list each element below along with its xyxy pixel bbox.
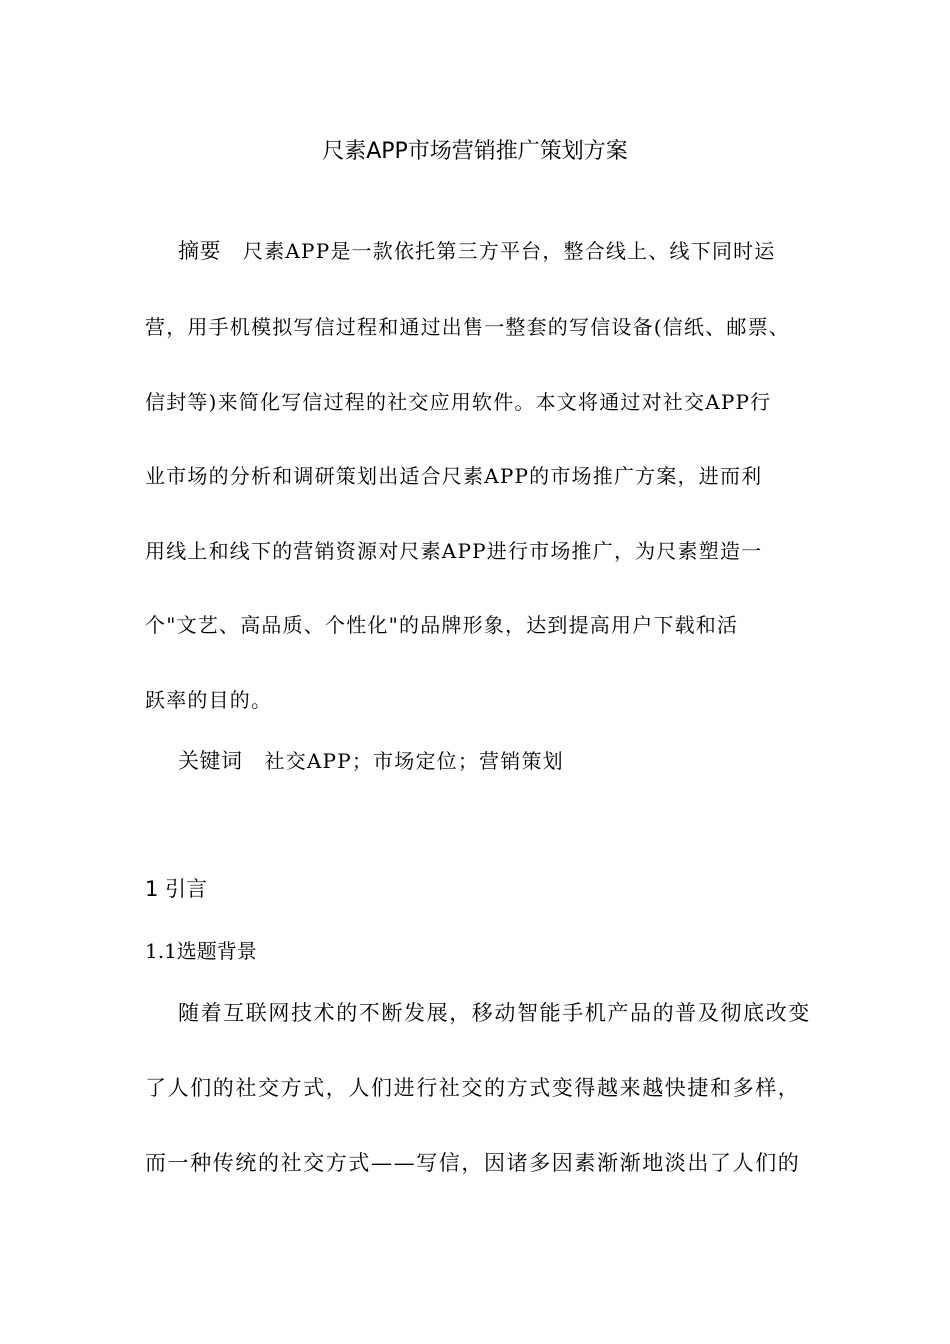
abstract-line-1	[178, 236, 776, 266]
subsection-heading: 1.1选题背景	[145, 939, 257, 963]
document-title: 尺素APP市场营销推广策划方案	[322, 139, 628, 164]
body-line-2: 了人们的社交方式，人们进行社交的方式变得越来越快捷和多样，	[145, 1076, 801, 1100]
abstract-label: 摘要	[178, 239, 221, 263]
keywords-line	[178, 746, 564, 776]
abstract-line-4: 业市场的分析和调研策划出适合尺素APP的市场推广方案，进而利	[145, 464, 763, 488]
keywords-label: 关键词	[178, 749, 243, 773]
abstract-line-2: 营，用手机模拟写信过程和通过出售一整套的写信设备(信纸、邮票、	[145, 315, 791, 339]
abstract-line-7: 跃率的目的。	[145, 688, 273, 712]
keywords-text: 社交APP；市场定位；营销策划	[264, 749, 564, 773]
abstract-line-6: 个"文艺、高品质、个性化"的品牌形象，达到提高用户下载和活	[145, 613, 739, 637]
section-heading: 1 引言	[145, 877, 208, 901]
body-line-1: 随着互联网技术的不断发展，移动智能手机产品的普及彻底改变	[178, 1001, 811, 1025]
abstract-text-1: 尺素APP是一款依托第三方平台，整合线上、线下同时运	[243, 239, 776, 263]
abstract-line-5: 用线上和线下的营销资源对尺素APP进行市场推广，为尺素塑造一	[145, 539, 763, 563]
abstract-line-3: 信封等)来简化写信过程的社交应用软件。本文将通过对社交APP行	[145, 390, 772, 414]
body-line-3: 而一种传统的社交方式——写信，因诸多因素渐渐地淡出了人们的	[145, 1151, 801, 1175]
